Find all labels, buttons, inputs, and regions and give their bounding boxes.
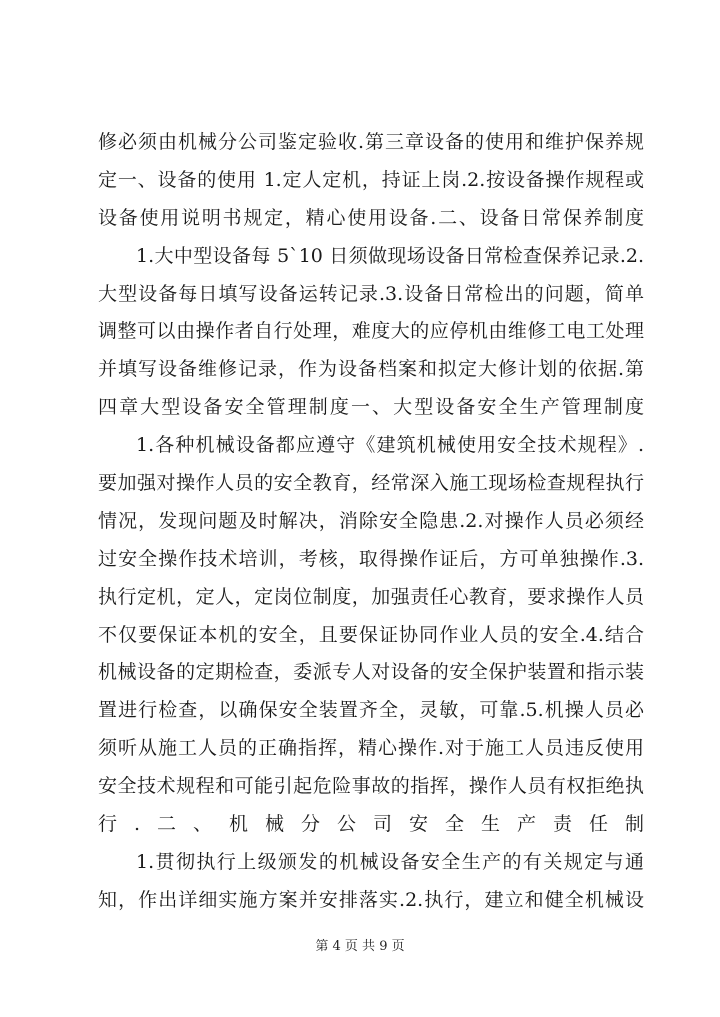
text-line [98,541,644,579]
text-line [98,844,644,882]
text-line [98,806,644,844]
page-number-footer: 第 4 页 共 9 页 [315,939,405,954]
text-line-content: 1.贯彻执行上级颁发的机械设备安全生产的有关规定与通 [136,850,644,873]
text-line [98,351,644,389]
text-line [98,692,644,730]
text-line-content: 行.二、机械分公司安全生产责任制 [98,813,644,836]
text-line-content: 设备使用说明书规定，精心使用设备.二、设备日常保养制度 [98,206,644,229]
text-line [98,579,644,617]
text-line [98,730,644,768]
text-line-content: 机械设备的定期检查，委派专人对设备的安全保护装置和指示装 [98,661,644,684]
text-line [98,427,644,465]
text-line [98,276,644,314]
text-line [98,313,644,351]
text-line-content: 知，作出详细实施方案并安排落实.2.执行，建立和健全机械设 [98,888,644,911]
text-line-content: 执行定机，定人，定岗位制度，加强责任心教育，要求操作人员 [98,585,644,608]
text-line-content: 情况，发现问题及时解决，消除安全隐患.2.对操作人员必须经 [98,509,644,532]
text-line [98,162,644,200]
text-line [98,882,644,920]
text-line [98,768,644,806]
text-line-content: 修必须由机械分公司鉴定验收.第三章设备的使用和维护保养规 [98,131,644,153]
text-line-content: 不仅要保证本机的安全，且要保证协同作业人员的安全.4.结合 [98,623,644,646]
text-line [98,654,644,692]
text-line [98,465,644,503]
text-line [98,617,644,655]
text-line [98,503,644,541]
text-line-content: 过安全操作技术培训，考核，取得操作证后，方可单独操作.3. [98,547,644,570]
text-line-content: 定一、设备的使用 1.定人定机，持证上岗.2.按设备操作规程或 [98,168,644,191]
text-line-content: 四章大型设备安全管理制度一、大型设备安全生产管理制度 [98,396,644,419]
text-line-content: 安全技术规程和可能引起危险事故的指挥，操作人员有权拒绝执 [98,775,644,798]
text-line-content: 置进行检查，以确保安全装置齐全，灵敏，可靠.5.机操人员必 [98,699,644,722]
text-line [98,238,644,276]
text-line [98,124,644,162]
text-line-content: 并填写设备维修记录，作为设备档案和拟定大修计划的依据.第 [98,358,644,381]
text-line [98,200,644,238]
document-body [98,124,644,920]
text-line-content: 1.各种机械设备都应遵守《建筑机械使用安全技术规程》. [136,434,644,457]
text-line-content: 须听从施工人员的正确指挥，精心操作.对于施工人员违反使用 [98,737,644,760]
text-line-content: 要加强对操作人员的安全教育，经常深入施工现场检查规程执行 [98,472,644,495]
text-line-content: 调整可以由操作者自行处理，难度大的应停机由维修工电工处理 [98,320,644,343]
text-line-content: 1.大中型设备每 5`10 日须做现场设备日常检查保养记录.2. [136,244,644,267]
text-line-content: 大型设备每日填写设备运转记录.3.设备日常检出的问题，简单 [98,282,644,305]
text-line [98,389,644,427]
